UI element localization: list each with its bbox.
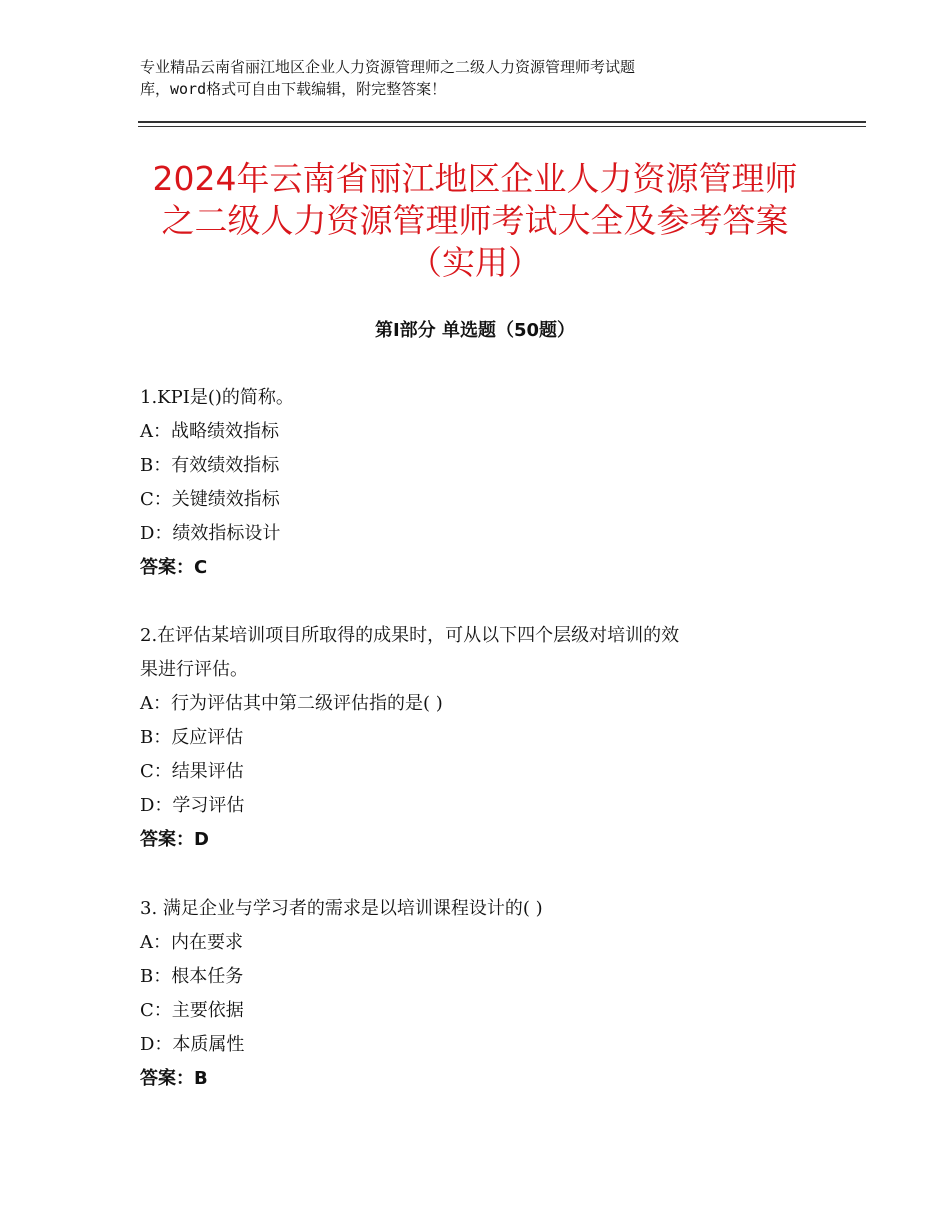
answer-label: 答案：B — [140, 1068, 208, 1089]
title-line-2: 之二级人力资源管理师考试大全及参考答案 — [161, 201, 789, 240]
header-rule-thin — [138, 126, 866, 127]
option-d: D：学习评估 — [140, 795, 245, 816]
option-a: A：战略绩效指标 — [140, 421, 279, 442]
question-1 — [140, 381, 820, 585]
option-c: C：结果评估 — [140, 761, 244, 782]
option-a: A：行为评估其中第二级评估指的是( ) — [140, 693, 443, 714]
document-title — [120, 158, 830, 284]
option-b: B：有效绩效指标 — [140, 455, 280, 476]
answer-label: 答案：D — [140, 829, 209, 850]
header-note-line-2: 库，word格式可自由下载编辑，附完整答案！ — [140, 80, 447, 98]
question-3 — [140, 892, 820, 1096]
question-2 — [140, 619, 820, 857]
title-line-3: （实用） — [409, 243, 541, 282]
answer-label: 答案：C — [140, 557, 208, 578]
option-c: C：关键绩效指标 — [140, 489, 280, 510]
section-heading: 第Ⅰ部分 单选题（50题） — [374, 320, 575, 341]
question-stem: 1.KPI是()的简称。 — [140, 387, 294, 408]
question-stem: 2.在评估某培训项目所取得的成果时，可从以下四个层级对培训的效 — [140, 625, 680, 646]
title-line-1: 2024年云南省丽江地区企业人力资源管理师 — [152, 159, 798, 198]
option-b: B：根本任务 — [140, 966, 244, 987]
question-stem: 3. 满足企业与学习者的需求是以培训课程设计的( ) — [140, 898, 543, 919]
header-note — [140, 56, 780, 100]
header-rule-thick — [138, 121, 866, 123]
option-b: B：反应评估 — [140, 727, 244, 748]
option-a: A：内在要求 — [140, 932, 243, 953]
option-d: D：绩效指标设计 — [140, 523, 281, 544]
header-note-line-1: 专业精品云南省丽江地区企业人力资源管理师之二级人力资源管理师考试题 — [140, 58, 636, 76]
question-stem-continued: 果进行评估。 — [140, 659, 248, 680]
option-c: C：主要依据 — [140, 1000, 244, 1021]
option-d: D：本质属性 — [140, 1034, 245, 1055]
